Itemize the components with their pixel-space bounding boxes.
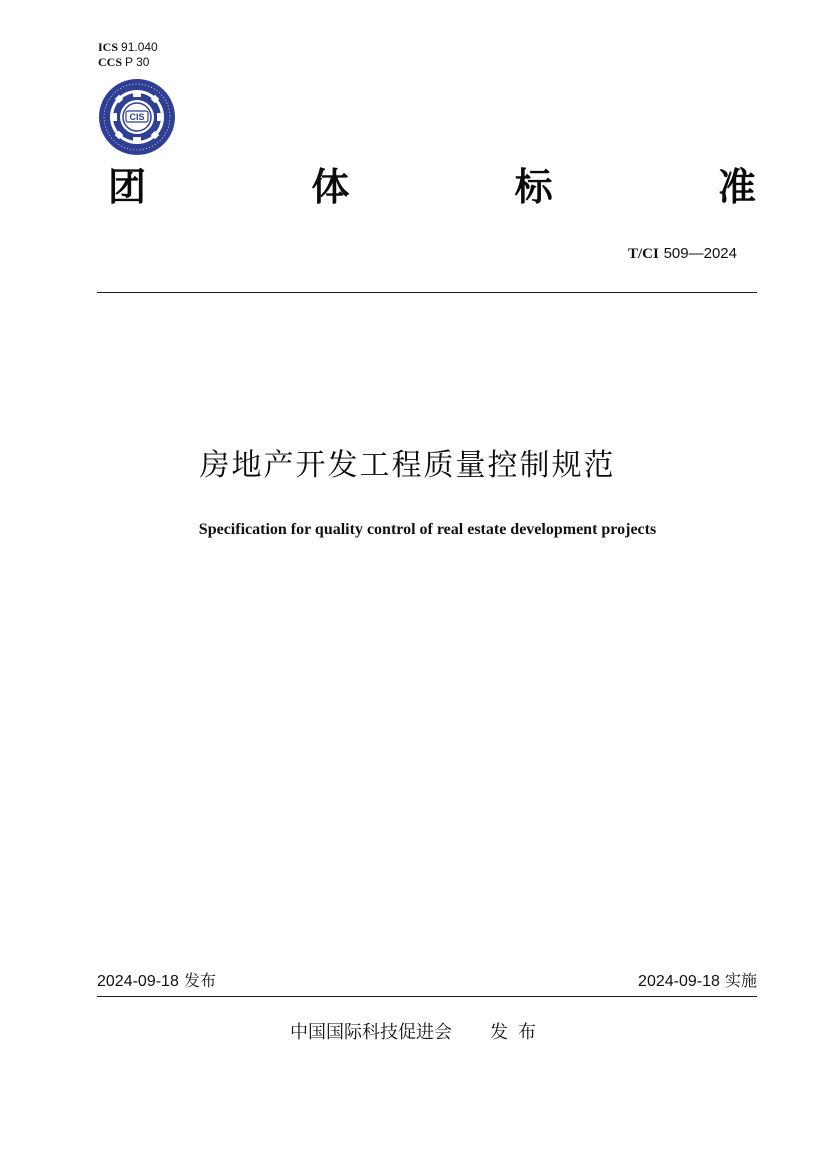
standard-number-prefix: T/CI [627, 246, 659, 262]
issuing-organization [290, 1020, 546, 1046]
implement-date [638, 970, 757, 993]
ics-label: ICS [98, 40, 119, 54]
footer-divider [97, 996, 757, 997]
implement-date-value: 2024-09-18 [638, 973, 720, 990]
standard-number [628, 243, 737, 264]
header-divider [97, 292, 757, 293]
standard-number-value: 509—2024 [663, 245, 737, 262]
issuer-name: 中国国际科技促进会 [290, 1022, 452, 1043]
publish-date-label: 发布 [183, 971, 216, 990]
ccs-code [98, 55, 158, 70]
title-chinese: 房地产开发工程质量控制规范 [199, 448, 616, 483]
publish-date-value: 2024-09-18 [97, 973, 179, 990]
ccs-label: CCS [98, 55, 123, 69]
ccs-value: P 30 [125, 55, 150, 69]
implement-date-label: 实施 [724, 971, 757, 990]
doc-kind-char: 标 [514, 165, 553, 209]
cis-seal-icon [98, 78, 176, 156]
issuer-action: 发布 [490, 1022, 546, 1043]
doc-kind-char: 团 [108, 165, 147, 209]
document-type-heading [108, 162, 756, 212]
doc-kind-char: 体 [311, 165, 350, 209]
title-english: Specification for quality control of real estate development projects [198, 521, 657, 538]
ics-value: 91.040 [121, 40, 158, 54]
seal-text: CIS [129, 112, 145, 122]
ics-code [98, 40, 158, 55]
doc-kind-char: 准 [717, 165, 756, 209]
publish-date [97, 970, 216, 993]
classification-codes [98, 40, 158, 70]
